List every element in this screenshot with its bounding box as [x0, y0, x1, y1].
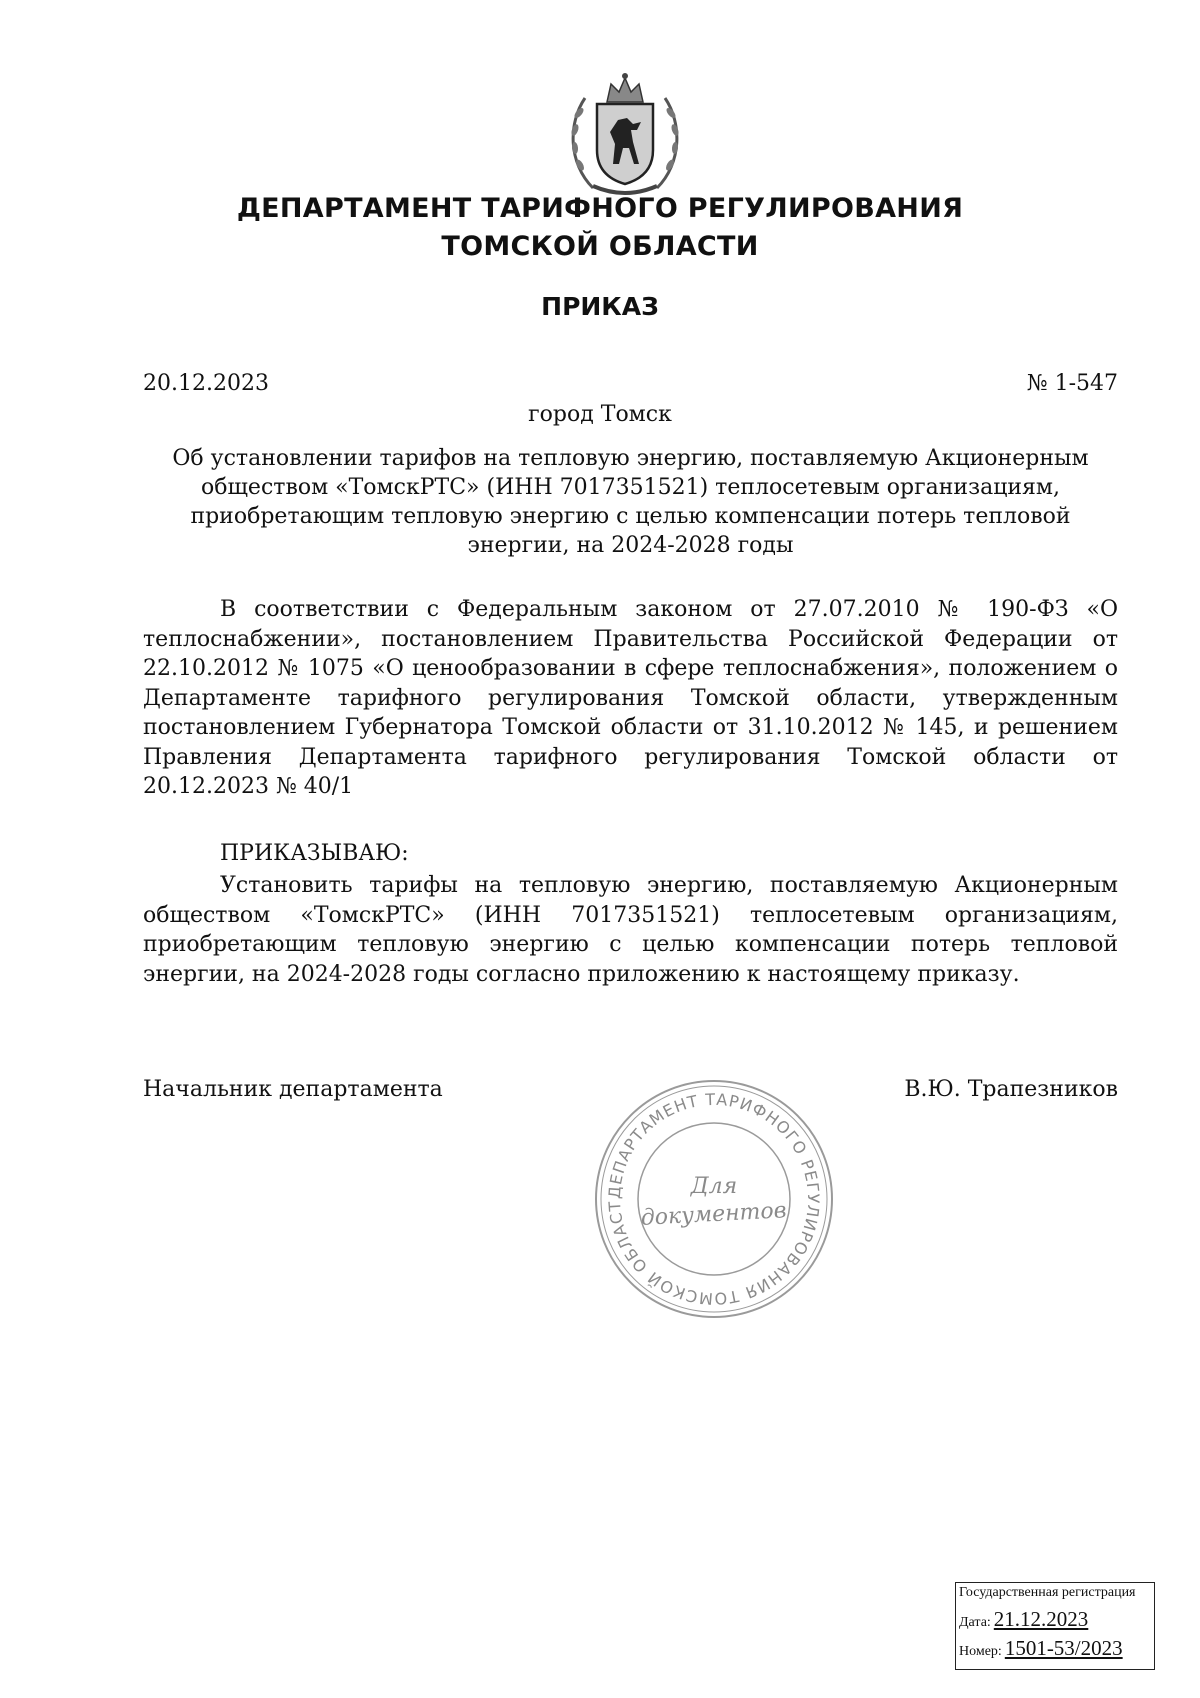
- seal-center-line-2: документов: [640, 1198, 788, 1231]
- order-directive-word: ПРИКАЗЫВАЮ:: [220, 841, 409, 866]
- seal-ring-text: ДЕПАРТАМЕНТ ТАРИФНОГО РЕГУЛИРОВАНИЯ ТОМСКОЙ ОБЛАСТ: [604, 1089, 824, 1309]
- registration-date-row: [959, 1607, 1088, 1632]
- registration-number-label: Номер:: [959, 1644, 1002, 1659]
- order-text-paragraph: Установить тарифы на тепловую энергию, поставляемую Акционерным обществом «ТомскРТС» (ИНН 7017351521) теплосетевым организациям, приобретающим тепловую энергию с целью компенсации потерь тепловой энергии, на 2024-2028 годы согласно приложению к настоящему приказу.: [143, 873, 1118, 987]
- registration-number-row: [959, 1636, 1123, 1661]
- registration-date-value: 21.12.2023: [993, 1607, 1089, 1631]
- official-seal-stamp: [590, 1075, 838, 1323]
- registration-title: Государственная регистрация: [959, 1585, 1136, 1600]
- registration-number-value: 1501-53/2023: [1004, 1636, 1123, 1660]
- department-title: ДЕПАРТАМЕНТ ТАРИФНОГО РЕГУЛИРОВАНИЯ ТОМСКОЙ ОБЛАСТИ: [236, 193, 964, 262]
- order-date: 20.12.2023: [143, 371, 269, 396]
- seal-center-line-1: Для: [690, 1174, 738, 1199]
- signatory-name: В.Ю. Трапезников: [904, 1077, 1118, 1102]
- signatory-position: Начальник департамента: [143, 1077, 443, 1102]
- legal-basis-paragraph: В соответствии с Федеральным законом от 27.07.2010 № 190-ФЗ «О теплоснабжении», постановлением Правительства Российской Федерации от 22.10.2012 № 1075 «О ценообразовании в сфере теплоснабжения», положением о Департаменте тарифного регулирования Томской области, утвержденным постановлением Губернатора Томской области от 31.10.2012 № 145, и решением Правления Департамента тарифного регулирования Томской области от 20.12.2023 № 40/1: [143, 597, 1118, 799]
- document-type: ПРИКАЗ: [541, 292, 659, 321]
- order-subject: Об установлении тарифов на тепловую энергию, поставляемую Акционерным обществом «ТомскРТС» (ИНН 7017351521) теплосетевым организациям, приобретающим тепловую энергию с целью компенсации потерь тепловой энергии, на 2024-2028 годы: [172, 446, 1089, 558]
- city: город Томск: [528, 402, 672, 427]
- registration-date-label: Дата:: [959, 1615, 991, 1630]
- coat-of-arms-emblem: [563, 68, 687, 198]
- registration-stamp-box: [955, 1582, 1155, 1670]
- order-number: № 1-547: [1026, 371, 1118, 396]
